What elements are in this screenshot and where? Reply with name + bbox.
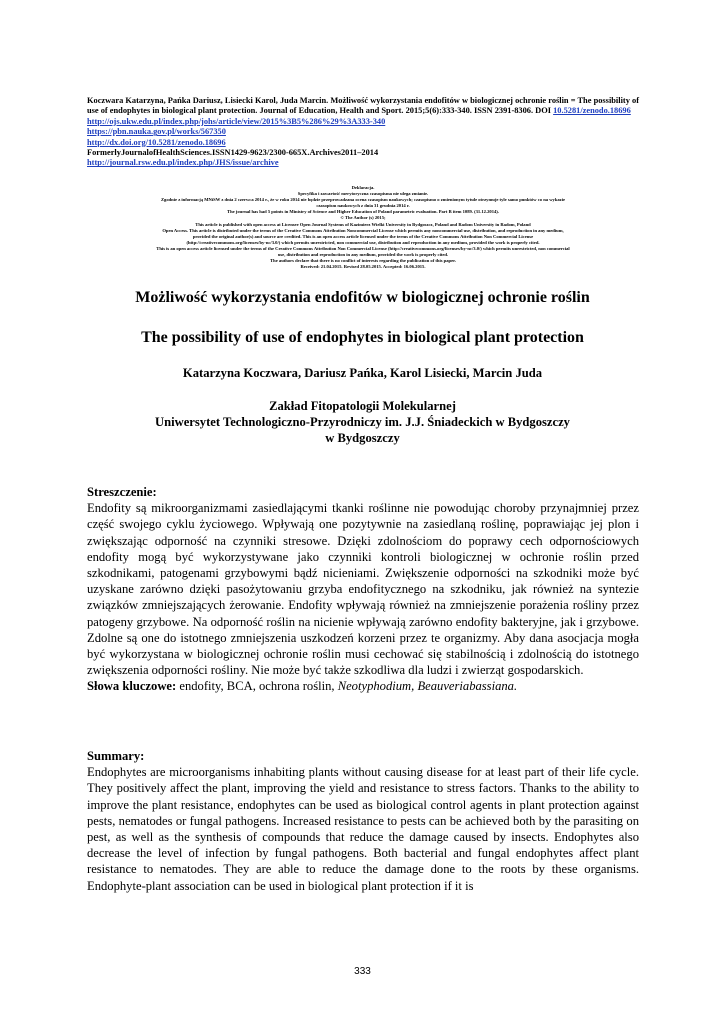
declaration-line: czasopism naukowych z dnia 31 grudnia 2014 r. bbox=[316, 203, 410, 209]
ojs-link[interactable]: http://ojs.ukw.edu.pl/index.php/johs/article/view/2015%3B5%286%29%3A333-340 bbox=[87, 116, 386, 126]
archive-link[interactable]: http://journal.rsw.edu.pl/index.php/JHS/issue/archive bbox=[87, 158, 279, 168]
declaration-line: Deklaracja. bbox=[351, 185, 375, 190]
citation-text: Koczwara Katarzyna, Pańka Dariusz, Lisiecki Karol, Juda Marcin. Możliwość wykorzystania endofitów w biologicznej ochronie roślin = The possibility of use of endophytes in biological plant protection. Journal of Education, Health and Sport. 2015;5(6):333-340. ISSN 2391-8306. DOI 10.5281/zenodo.18696 bbox=[87, 96, 639, 116]
declaration-line: provided the original author(s) and source are credited. This is an open access article licensed under the terms of the Creative Commons Attribution Non Commercial License bbox=[192, 233, 534, 239]
declaration-line: Received: 21.04.2015. Revised 28.05.2015. Accepted: 16.06.2015. bbox=[300, 264, 426, 270]
abstract-english bbox=[87, 748, 639, 894]
declaration-line: This article is published with open access at Licensee Open Journal Systems of Kazimierz Wielki University in Bydgoszcz, Poland and Radom University in Radom, Poland bbox=[195, 221, 531, 227]
declaration-line: Open Access. This article is distributed under the terms of the Creative Commons Attribution Noncommercial License which permits any noncommercial use, distribution, and reproduction in any medium, bbox=[162, 227, 564, 233]
declaration-line: The authors declare that there is no conflict of interests regarding the publication of this paper. bbox=[270, 258, 456, 264]
authors: Katarzyna Koczwara, Dariusz Pańka, Karol Lisiecki, Marcin Juda bbox=[182, 366, 543, 380]
title-english: The possibility of use of endophytes in biological plant protection bbox=[141, 329, 584, 346]
affiliation-university: Uniwersytet Technologiczno-Przyrodniczy im. J.J. Śniadeckich w Bydgoszczy bbox=[155, 415, 570, 429]
summary-body: Endophytes are microorganisms inhabiting plants without causing disease for at least part of their life cycle. They positively affect the plant, improving the yield and resistance to stress factors. Thanks to the ability to improve the plant resistance, endophytes can be used as biological control agents in plant protection against pests, nematodes or fungal pathogens. Increased resistance to pests can be achieved both by the parasiting on pest, as well as the synthesis of compounds that reduce the damage caused by insects. Endophytes also decrease the level of infection by fungal pathogens. Both bacterial and fungal endophytes affect plant resistance to nematodes. They are able to reduce the damage done to the roots by these organisms. Endophyte-plant association can be used in biological plant protection if it is bbox=[87, 765, 639, 893]
affiliation-city: w Bydgoszczy bbox=[325, 431, 400, 445]
keywords-plain: endofity, BCA, ochrona roślin, bbox=[176, 679, 338, 694]
abstract-polish-body: Endofity są mikroorganizmami zasiedlającymi tkanki roślinne nie powodując choroby przynajmniej przez część swojego cyklu życiowego. Wpływają one pozytywnie na zasiedlaną roślinę, poprawiając jej plon i zwiększając odporność na czynniki stresowe. Dzięki zdolnościom do poprawy cech odpornościowych endofity mogą być wykorzystywane jako czynniki kontroli biologicznej w ochronie roślin przed szkodnikami, patogenami grzybowymi bądź nicieniami. Zwiększenie odporności na szkodniki może być uzyskane zarówno dzięki pasożytowaniu grzyba endofitycznego na szkodniku, jak również na syntezie związków zmniejszających żerowanie. Endofity wpływają również na zmniejszenie porażenia rośliny przez patogeny grzybowe. Na odporność roślin na nicienie wpływają zarówno endofity bakteryjne, jak i grzybowe. Zdolne są one do istotnego zmniejszenia uszkodzeń korzeni przez te organizmy. Aby dana asocjacja mogła być wykorzystana w biologicznej ochronie roślin musi cechować się stabilnością i zdolnością do istotnego zwiększenia odporności rośliny. Nie może być także szkodliwa dla ludzi i zwierząt gospodarskich. bbox=[87, 501, 639, 678]
keywords-line bbox=[87, 678, 639, 694]
affiliation-department: Zakład Fitopatologii Molekularnej bbox=[269, 399, 456, 413]
declaration-line: (http://creativecommons.org/licenses/by-nc/3.0/) which permits unrestricted, non commercial use, distribution and reproduction in any medium, provided the work is properly cited. bbox=[186, 239, 540, 245]
keywords-label: Słowa kluczowe: bbox=[87, 679, 177, 694]
dx-doi-link[interactable]: http://dx.doi.org/10.5281/zenodo.18696 bbox=[87, 137, 226, 147]
abstract-polish bbox=[87, 484, 639, 695]
page-number: 333 bbox=[354, 966, 371, 977]
pbn-link[interactable]: https://pbn.nauka.gov.pl/works/567350 bbox=[87, 127, 226, 137]
declaration-line: The journal has had 5 points in Ministry of Science and Higher Education of Poland parametric evaluation. Part B item 1089. (31.12.2014). bbox=[227, 209, 499, 215]
summary-heading: Summary: bbox=[87, 749, 145, 763]
title-polish: Możliwość wykorzystania endofitów w biologicznej ochronie roślin bbox=[135, 289, 590, 306]
doi-link[interactable]: 10.5281/zenodo.18696 bbox=[553, 106, 631, 116]
keywords-italic: Neotyphodium, Beauveriabassiana. bbox=[337, 679, 518, 694]
declaration-line: Zgodnie z informacją MNiSW z dnia 2 czerwca 2014 r., że w roku 2014 nie będzie przeprowadzana ocena czasopism naukowych; czasopismo o zmienionym tytule otrzymuje tyle samo punktów co na wykazie bbox=[160, 197, 566, 203]
declaration-line: use, distribution and reproduction in any medium, provided the work is properly cited. bbox=[277, 252, 449, 258]
abstract-polish-heading: Streszczenie: bbox=[87, 485, 157, 499]
declaration-line: Specyfika i zawartość merytoryczna czasopisma nie ulega zmianie. bbox=[297, 191, 429, 197]
affiliation bbox=[40, 398, 685, 446]
declaration-line: © The Author (s) 2015; bbox=[340, 215, 386, 221]
formerly-line: FormerlyJournalofHealthSciences.ISSN1429-9623/2300-665X.Archives2011–2014 bbox=[87, 148, 379, 158]
declaration-block bbox=[82, 185, 644, 270]
declaration-line: This is an open access article licensed under the terms of the Creative Commons Attribution Non Commercial License (http://creativecommons.org/licenses/by-nc/3.0/) which permits unrestricted, non commercial bbox=[156, 245, 570, 251]
citation-block bbox=[87, 96, 639, 169]
